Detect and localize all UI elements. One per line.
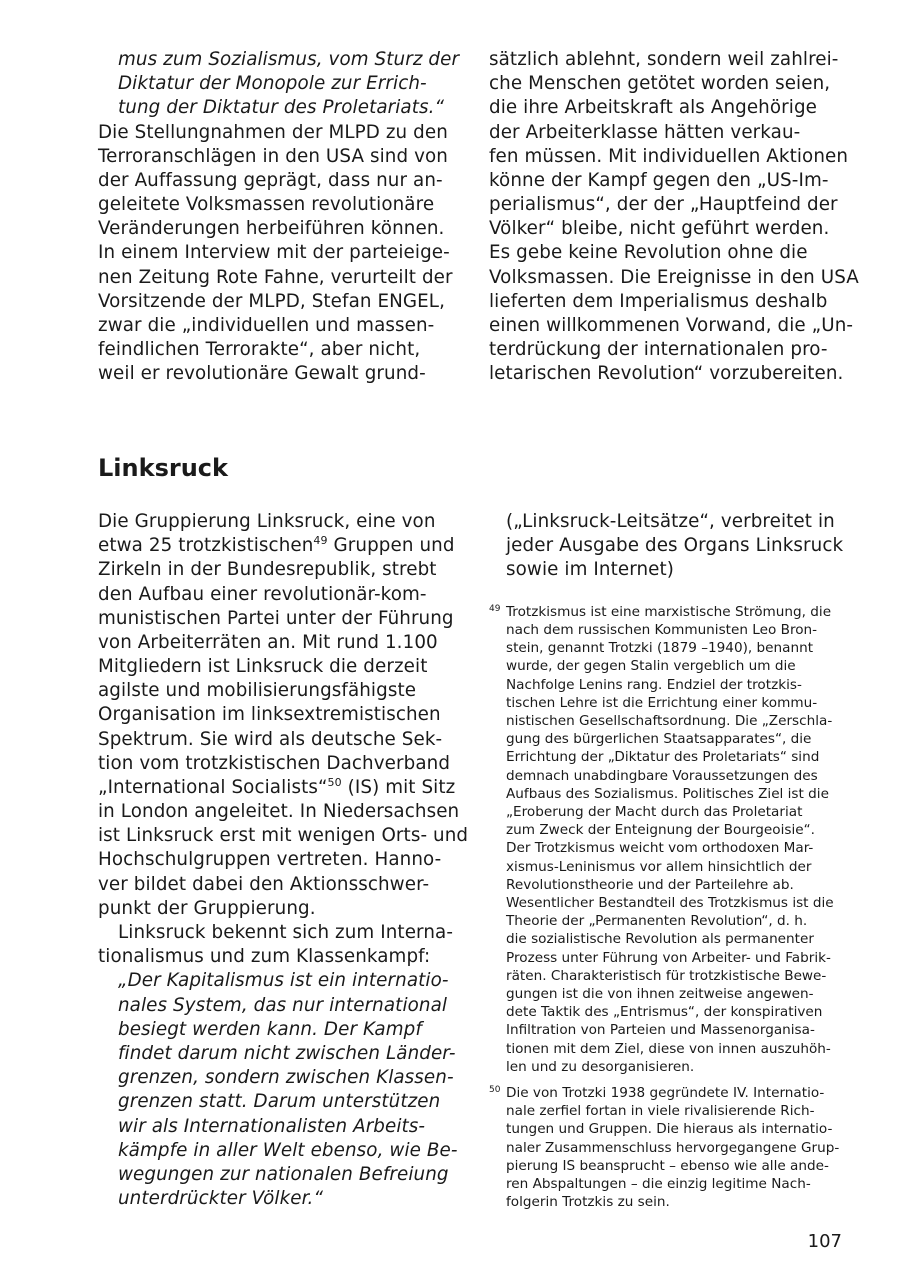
body-line: Hochschulgruppen vertreten. Hanno-	[98, 849, 442, 870]
body-line: tionalismus und zum Klassenkampf:	[98, 946, 431, 967]
body-line: che Menschen getötet worden seien,	[489, 73, 831, 94]
section-heading: Linksruck	[98, 454, 228, 482]
body-line: etwa 25 trotzkistischen$^{49}$ Gruppen und	[98, 533, 455, 556]
footnote-line: „Eroberung der Macht durch das Proletariat	[506, 804, 803, 820]
body-line: Die Stellungnahmen der MLPD zu den	[98, 122, 448, 143]
body-line: in London angeleitet. In Niedersachsen	[98, 801, 460, 822]
quote-line: grenzen statt. Darum unterstützen	[118, 1091, 441, 1112]
footnote-line: gung des bürgerlichen Staatsapparates“, die	[506, 731, 812, 747]
body-line: weil er revolutionäre Gewalt grund-	[98, 363, 426, 384]
footnote-ref[interactable]: 50	[327, 775, 342, 789]
footnote-line: tionen mit dem Ziel, diese von innen auszuhöh-	[506, 1041, 831, 1057]
body-line: zwar die „individuellen und massen-	[98, 315, 435, 336]
footnote-line: Nachfolge Lenins rang. Endziel der trotzkis-	[506, 677, 802, 693]
body-line: ist Linksruck erst mit wenigen Orts- und	[98, 825, 469, 846]
footnote-line: gungen ist die von ihnen zeitweise angewen-	[506, 986, 814, 1002]
body-line: nen Zeitung Rote Fahne, verurteilt der	[98, 267, 453, 288]
footnote-line: xismus-Leninismus vor allem hinsichtlich der	[506, 859, 812, 875]
footnote-line: Wesentlicher Bestandteil des Trotzkismus ist die	[506, 895, 834, 911]
body-line: agilste und mobilisierungsfähigste	[98, 680, 417, 701]
quote-line: kämpfe in aller Welt ebenso, wie Be-	[118, 1140, 458, 1161]
body-line: Mitgliedern ist Linksruck die derzeit	[98, 656, 428, 677]
body-line: Terroranschlägen in den USA sind von	[98, 146, 448, 167]
footnote-line: ren Abspaltungen – die einzig legitime Nach-	[506, 1176, 811, 1192]
quote-line: besiegt werden kann. Der Kampf	[118, 1019, 422, 1040]
body-line: Volksmassen. Die Ereignisse in den USA	[489, 267, 859, 288]
footnote-line: Trotzkismus ist eine marxistische Strömung, die	[506, 604, 832, 620]
body-line: der Auffassung geprägt, dass nur an-	[98, 170, 443, 191]
footnote-line: dete Taktik des „Entrismus“, der konspirativen	[506, 1004, 823, 1020]
body-line: munistischen Partei unter der Führung	[98, 608, 454, 629]
body-line: sätzlich ablehnt, sondern weil zahlrei-	[489, 49, 839, 70]
body-line: punkt der Gruppierung.	[98, 898, 316, 919]
citation-line: sowie im Internet)	[506, 559, 675, 580]
body-line: ver bildet dabei den Aktionsschwer-	[98, 874, 430, 895]
footnote-line: len und zu desorganisieren.	[506, 1059, 695, 1075]
body-line: feindlichen Terrorakte“, aber nicht,	[98, 339, 421, 360]
footnote-line: Die von Trotzki 1938 gegründete IV. Internatio-	[506, 1085, 825, 1101]
footnote-line: die sozialistische Revolution als permanenter	[506, 931, 814, 947]
body-line: einen willkommenen Vorwand, die „Un-	[489, 315, 854, 336]
quote-line: tung der Diktatur des Proletariats.“	[118, 97, 445, 118]
footnote-line: stein, genannt Trotzki (1879 –1940), benannt	[506, 640, 814, 656]
body-line: In einem Interview mit der parteieige-	[98, 242, 450, 263]
footnote-line: tischen Lehre ist die Errichtung einer kommu-	[506, 695, 818, 711]
body-line: könne der Kampf gegen den „US-Im-	[489, 170, 829, 191]
footnote-line: Theorie der „Permanenten Revolution“, d. h.	[506, 913, 808, 929]
body-line: „International Socialists“$^{50}$ (IS) mit Sitz	[98, 775, 456, 798]
quote-line: unterdrückter Völker.“	[118, 1188, 324, 1209]
quote-line: „Der Kapitalismus ist ein internatio-	[118, 970, 449, 991]
body-line: lieferten dem Imperialismus deshalb	[489, 291, 828, 312]
footnote-line: demnach unabdingbare Voraussetzungen des	[506, 768, 818, 784]
footnote-line: Errichtung der „Diktatur des Proletariats“ sind	[506, 749, 820, 765]
body-line: die ihre Arbeitskraft als Angehörige	[489, 97, 818, 118]
quote-line: wegungen zur nationalen Befreiung	[118, 1164, 449, 1185]
body-line: Linksruck bekennt sich zum Interna-	[118, 922, 454, 943]
footnote-line: nach dem russischen Kommunisten Leo Bron-	[506, 622, 818, 638]
footnote-ref[interactable]: 49	[313, 533, 328, 547]
body-line: den Aufbau einer revolutionär-kom-	[98, 584, 427, 605]
quote-line: nales System, das nur international	[118, 995, 448, 1016]
footnote-line: tungen und Gruppen. Die hieraus als internatio-	[506, 1121, 833, 1137]
body-line: Es gebe keine Revolution ohne die	[489, 242, 808, 263]
footnote-line: pierung IS beansprucht – ebenso wie alle ande-	[506, 1158, 829, 1174]
body-line: Organisation im linksextremistischen	[98, 704, 441, 725]
footnote-line: räten. Charakteristisch für trotzkistische Bewe-	[506, 968, 827, 984]
body-line: der Arbeiterklasse hätten verkau-	[489, 122, 801, 143]
footnote-line: nale zerfiel fortan in viele rivalisierende Rich-	[506, 1103, 815, 1119]
footnote-line: wurde, der gegen Stalin vergeblich um die	[506, 658, 796, 674]
body-line: Zirkeln in der Bundesrepublik, strebt	[98, 559, 437, 580]
body-line: Die Gruppierung Linksruck, eine von	[98, 511, 436, 532]
footnote-line: naler Zusammenschluss hervorgegangene Grup-	[506, 1140, 840, 1156]
footnote-line: nistischen Gesellschaftsordnung. Die „Zerschla-	[506, 713, 833, 729]
body-line: tion vom trotzkistischen Dachverband	[98, 753, 451, 774]
quote-line: mus zum Sozialismus, vom Sturz der	[118, 49, 460, 70]
footnote-line: Revolutionstheorie und der Parteilehre ab.	[506, 877, 794, 893]
quote-line: grenzen, sondern zwischen Klassen-	[118, 1067, 454, 1088]
footnote-line: zum Zweck der Enteignung der Bourgeoisie“.	[506, 822, 815, 838]
footnote-number: 50	[489, 1085, 501, 1095]
body-line: Veränderungen herbeiführen können.	[98, 218, 445, 239]
page-number: 107	[807, 1231, 842, 1252]
footnote-line: Der Trotzkismus weicht vom orthodoxen Mar-	[506, 840, 814, 856]
footnote-number: 49	[489, 604, 501, 614]
body-line: fen müssen. Mit individuellen Aktionen	[489, 146, 849, 167]
body-line: terdrückung der internationalen pro-	[489, 339, 828, 360]
body-line: Völker“ bleibe, nicht geführt werden.	[489, 218, 830, 239]
quote-line: Diktatur der Monopole zur Errich-	[118, 73, 427, 94]
citation-line: („Linksruck-Leitsätze“, verbreitet in	[506, 511, 835, 532]
footnote-line: Aufbaus des Sozialismus. Politisches Ziel ist die	[506, 786, 829, 802]
quote-line: findet darum nicht zwischen Länder-	[118, 1043, 456, 1064]
quote-line: wir als Internationalisten Arbeits-	[118, 1116, 426, 1137]
footnote-line: folgerin Trotzkis zu sein.	[506, 1194, 670, 1210]
body-line: Spektrum. Sie wird als deutsche Sek-	[98, 729, 443, 750]
footnote-line: Infiltration von Parteien und Massenorganisa-	[506, 1022, 815, 1038]
body-line: von Arbeiterräten an. Mit rund 1.100	[98, 632, 438, 653]
body-line: Vorsitzende der MLPD, Stefan ENGEL,	[98, 291, 446, 312]
citation-line: jeder Ausgabe des Organs Linksruck	[506, 535, 844, 556]
body-line: geleitete Volksmassen revolutionäre	[98, 194, 435, 215]
body-line: letarischen Revolution“ vorzubereiten.	[489, 363, 844, 384]
footnote-line: Prozess unter Führung von Arbeiter- und Fabrik-	[506, 950, 831, 966]
body-line: perialismus“, der der „Hauptfeind der	[489, 194, 838, 215]
